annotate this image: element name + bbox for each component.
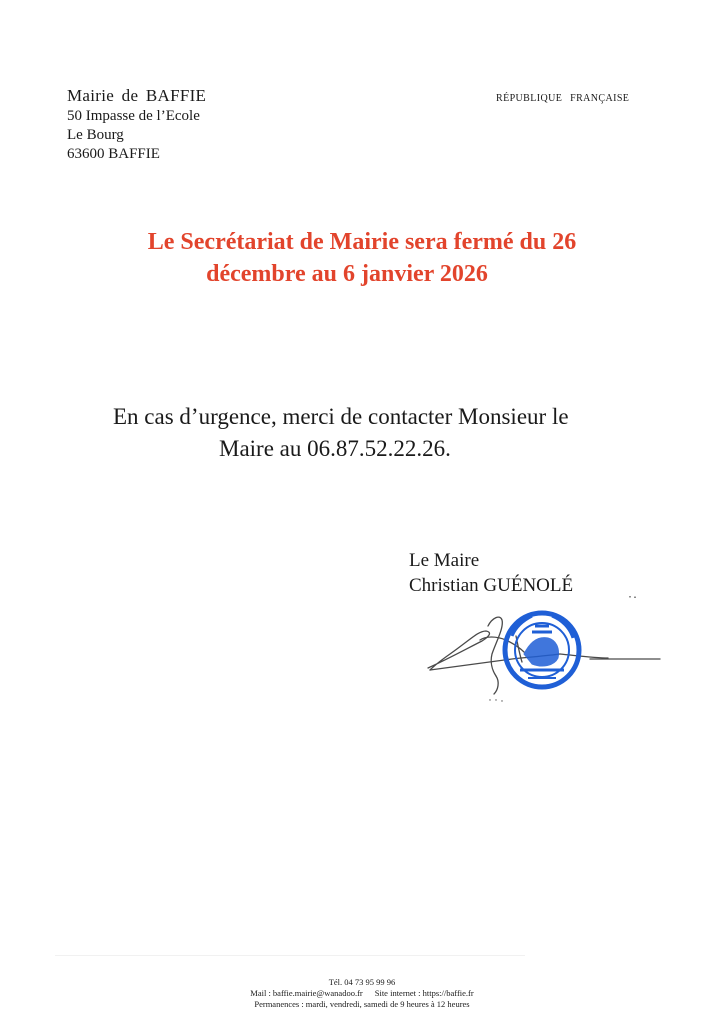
footer-website: Site internet : https://baffie.fr xyxy=(374,988,474,998)
signatory-name: Christian GUÉNOLÉ xyxy=(409,575,574,596)
signature-and-stamp xyxy=(420,596,720,708)
footer-divider xyxy=(55,955,525,956)
closure-notice-line-1: Le Secrétariat de Mairie sera fermé du 26 xyxy=(147,229,577,255)
sender-address-line-1: 50 Impasse de l’Ecole xyxy=(67,108,200,124)
footer-telephone: Tél. 04 73 95 99 96 xyxy=(328,977,396,987)
signature-block xyxy=(409,548,573,598)
sender-address-line-3: 63600 BAFFIE xyxy=(67,146,160,162)
footer-mail: Mail : baffie.mairie@wanadoo.fr xyxy=(250,988,363,998)
closure-notice-line-2: décembre au 6 janvier 2026 xyxy=(206,261,488,287)
signatory-title: Le Maire xyxy=(409,550,480,571)
emergency-contact-line-2: Maire au 06.87.52.22.26. xyxy=(219,436,451,461)
sender-address-line-2: Le Bourg xyxy=(67,127,124,143)
emergency-contact-line-1: En cas d’urgence, merci de contacter Monsieur le xyxy=(113,404,569,429)
footer-mail-site-row xyxy=(0,988,724,999)
town-hall-seal-icon xyxy=(505,613,579,687)
republique-francaise-header: RÉPUBLIQUE FRANÇAISE xyxy=(496,93,630,104)
closure-notice xyxy=(60,226,664,290)
footer-office-hours: Permanences : mardi, vendredi, samedi de 9 heures à 12 heures xyxy=(254,999,470,1009)
ink-dots-icon xyxy=(489,596,636,702)
footer-contact-block xyxy=(0,977,724,1010)
sender-organisation: Mairie de BAFFIE xyxy=(67,86,207,105)
sender-address-block xyxy=(67,86,206,164)
